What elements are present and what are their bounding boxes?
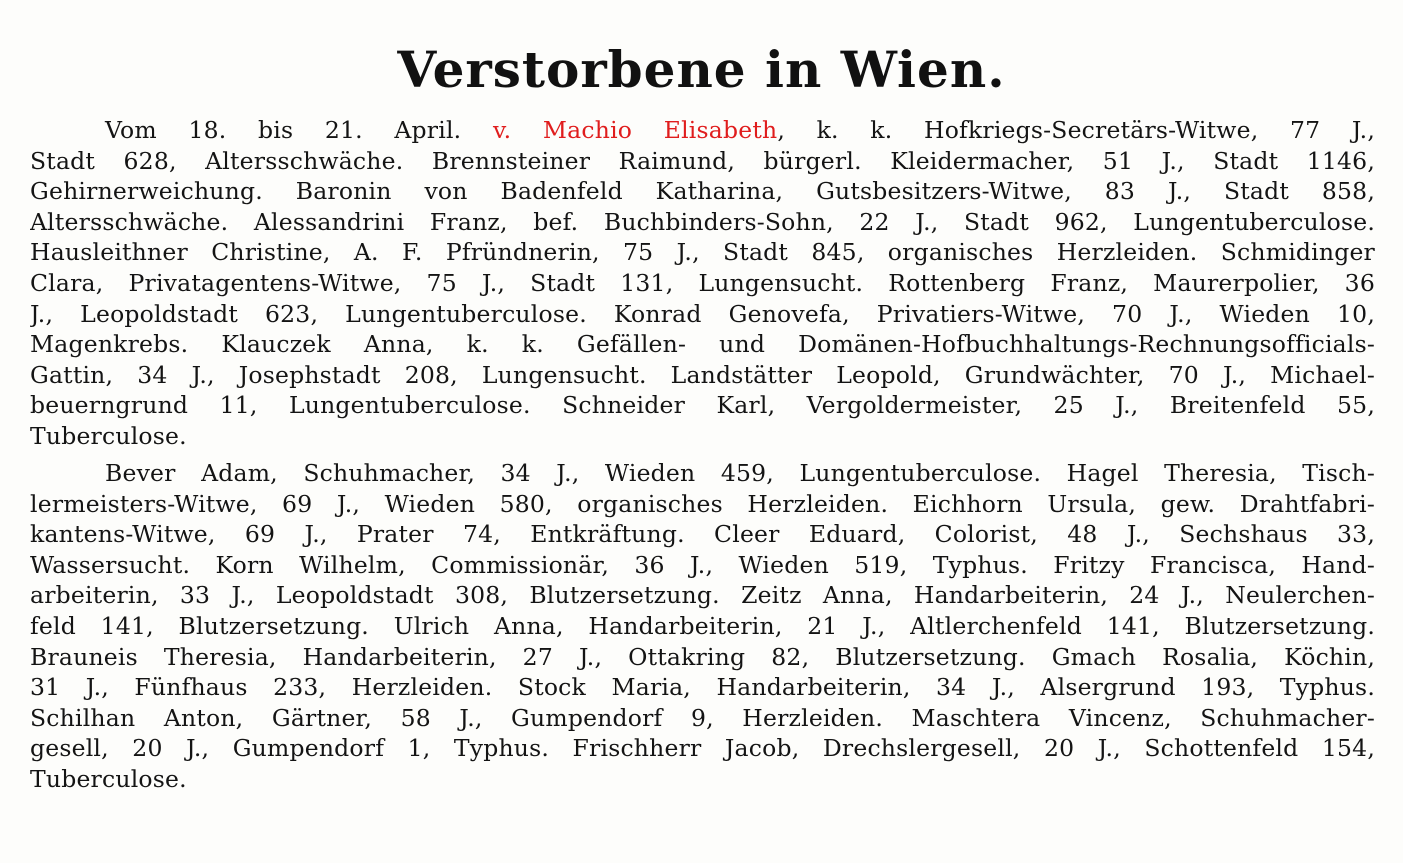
text-line: Clara, Privatagentens-Witwe, 75 J., Stadt 131, Lungensucht. Rottenberg Franz, Maurerpolier, 36 <box>30 268 1375 297</box>
text-line: Magenkrebs. Klauczek Anna, k. k. Gefällen- und Domänen-Hofbuchhaltungs-Rechnungsofficials- <box>30 330 1375 359</box>
text-line <box>30 115 1375 146</box>
obituary-paragraph-2 <box>30 458 1375 795</box>
text-line: arbeiterin, 33 J., Leopoldstadt 308, Blutzersetzung. Zeitz Anna, Handarbeiterin, 24 J., Neulerchen- <box>30 581 1375 610</box>
text-line: Gattin, 34 J., Josephstadt 208, Lungensucht. Landstätter Leopold, Grundwächter, 70 J., Michael- <box>30 360 1375 389</box>
text-line: Tuberculose. <box>30 764 187 793</box>
highlighted-name: v. Machio Elisabeth <box>492 116 778 144</box>
text-line: beuerngrund 11, Lungentuberculose. Schneider Karl, Vergoldermeister, 25 J., Breitenfeld 55, <box>30 391 1375 420</box>
page-title: Verstorbene in Wien. <box>397 40 1006 99</box>
text-line: Schilhan Anton, Gärtner, 58 J., Gumpendorf 9, Herzleiden. Maschtera Vincenz, Schuhmacher- <box>30 703 1375 732</box>
text-line: Altersschwäche. Alessandrini Franz, bef. Buchbinders-Sohn, 22 J., Stadt 962, Lungentuberculose. <box>30 207 1375 236</box>
text-line: kantens-Witwe, 69 J., Prater 74, Entkräftung. Cleer Eduard, Colorist, 48 J., Sechshaus 33, <box>30 520 1375 549</box>
text-line: Gehirnerweichung. Baronin von Badenfeld Katharina, Gutsbesitzers-Witwe, 83 J., Stadt 858, <box>30 177 1375 206</box>
text-line: Stadt 628, Altersschwäche. Brennsteiner Raimund, bürgerl. Kleidermacher, 51 J., Stadt 1146, <box>30 146 1375 175</box>
text-line: lermeisters-Witwe, 69 J., Wieden 580, organisches Herzleiden. Eichhorn Ursula, gew. Drahtfabri- <box>30 489 1375 518</box>
text-line: J., Leopoldstadt 623, Lungentuberculose. Konrad Genovefa, Privatiers-Witwe, 70 J., Wieden 10, <box>30 299 1375 328</box>
text-line: 31 J., Fünfhaus 233, Herzleiden. Stock Maria, Handarbeiterin, 34 J., Alsergrund 193, Typhus. <box>30 673 1375 702</box>
text-line: gesell, 20 J., Gumpendorf 1, Typhus. Frischherr Jacob, Drechslergesell, 20 J., Schottenfeld 154, <box>30 734 1375 763</box>
text-line: Bever Adam, Schuhmacher, 34 J., Wieden 459, Lungentuberculose. Hagel Theresia, Tisch- <box>105 459 1375 487</box>
text-line: Wassersucht. Korn Wilhelm, Commissionär, 36 J., Wieden 519, Typhus. Fritzy Francisca, Hand- <box>30 550 1375 579</box>
text-line: feld 141, Blutzersetzung. Ulrich Anna, Handarbeiterin, 21 J., Altlerchenfeld 141, Blutzersetzung. <box>30 611 1375 640</box>
date-range: Vom 18. bis 21. April. <box>105 116 462 144</box>
obituary-paragraph-1 <box>30 115 1375 452</box>
text-line: Tuberculose. <box>30 421 187 450</box>
text-line: Brauneis Theresia, Handarbeiterin, 27 J., Ottakring 82, Blutzersetzung. Gmach Rosalia, Köchin, <box>30 642 1375 671</box>
text-segment: , k. k. Hofkriegs-Secretärs-Witwe, 77 J., <box>777 116 1375 144</box>
text-line: Hausleithner Christine, A. F. Pfründnerin, 75 J., Stadt 845, organisches Herzleiden. Schmidinger <box>30 238 1375 267</box>
